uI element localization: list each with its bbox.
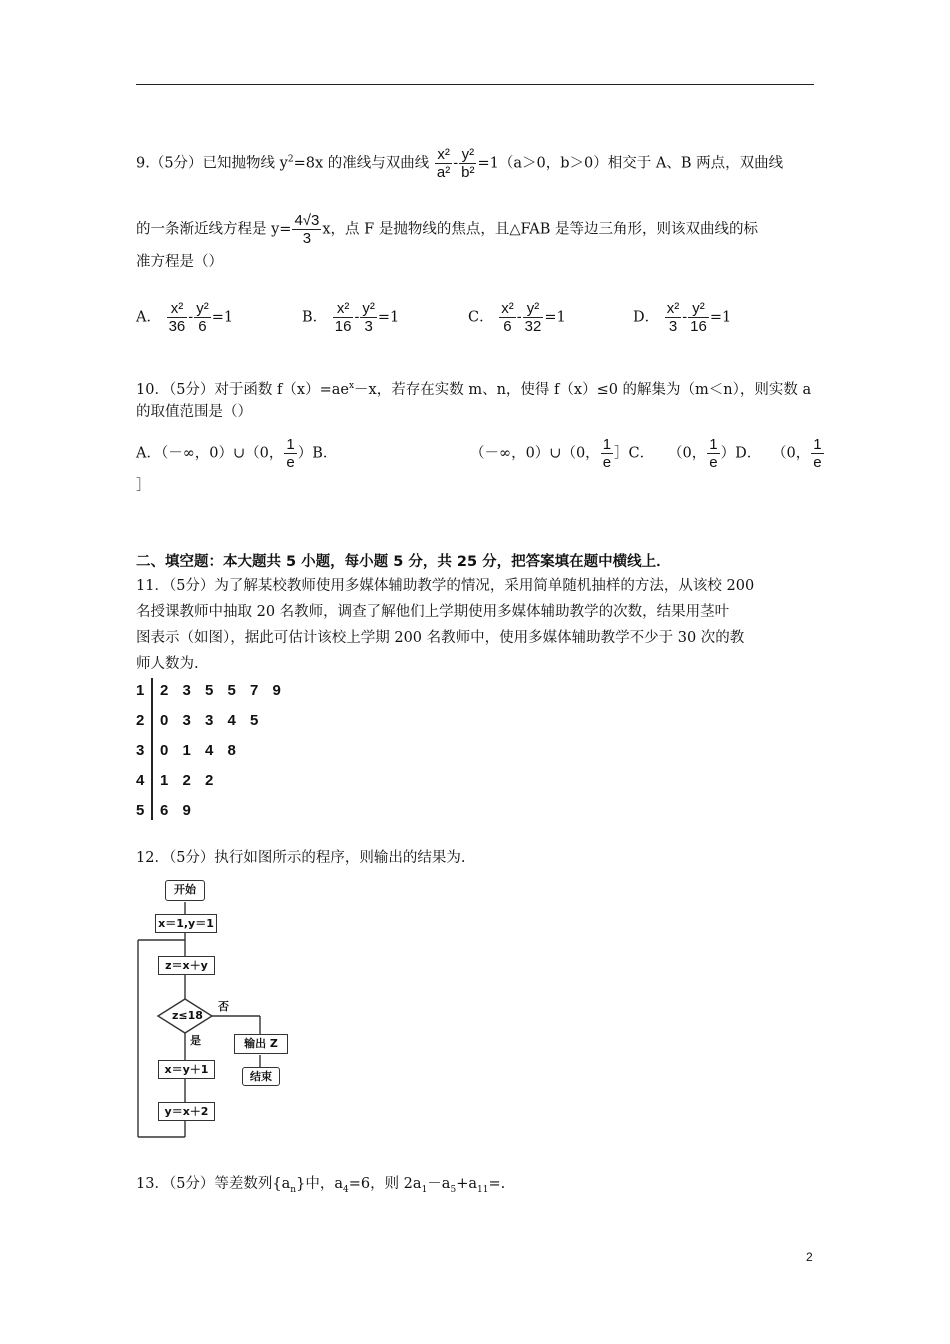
- flow-assign-z: z＝x＋y: [158, 956, 215, 975]
- q9-option-c: C． $\frac{\text{x²}}{6}$ - $\frac{\text{y²}}{32}$ =1: [468, 300, 566, 335]
- flow-no-label: 否: [218, 1000, 229, 1013]
- fraction: $\frac{\text{y²}}{\text{b²}}$: [461, 146, 475, 181]
- fraction: $\frac{\text{x²}}{\text{a²}}$: [436, 146, 451, 181]
- q9-line2: 的一条渐近线方程是 y= $\frac{4√3}{3}$ x，点 F 是抛物线的焦点，且△FAB 是等边三角形，则该双曲线的标: [136, 212, 759, 247]
- q11-line: 图表示（如图），据此可估计该校上学期 200 名教师中，使用多媒体辅助教学不少于 30 次的教: [136, 630, 745, 646]
- stem-row: 2 0 3 3 4 5: [136, 712, 259, 729]
- q10-option-c: （0， $\frac{1}{e}$ ）D．: [668, 436, 762, 471]
- q10-line1: 10．（5分）对于函数 $f(x)=ae^x-x$，若存在实数 m、n，使得 f（x）≤0 的解集为（m＜n），则实数 a: [136, 381, 812, 398]
- flow-output: 输出 Z: [234, 1034, 288, 1054]
- header-rule: [136, 84, 814, 85]
- flow-assign-y: y＝x＋2: [158, 1102, 215, 1121]
- flow-end: 结束: [242, 1067, 280, 1086]
- q12-text: 12．（5分）执行如图所示的程序，则输出的结果为.: [136, 850, 466, 866]
- section-heading: 二、填空题：本大题共 5 小题，每小题 5 分，共 25 分，把答案填在题中横线上．: [136, 554, 671, 570]
- q10-option-a: A．（－∞，0）∪（0， $\frac{1}{e}$ ）B．: [136, 436, 338, 471]
- stem-row: 3 0 1 4 8: [136, 742, 236, 759]
- q10-wrap: ］: [136, 478, 151, 494]
- q9-option-d: D． $\frac{\text{x²}}{3}$ - $\frac{\text{y²}}{16}$ =1: [633, 300, 732, 335]
- q11-line: 11．（5分）为了解某校教师使用多媒体辅助教学的情况，采用简单随机抽样的方法，从该校 200: [136, 578, 755, 594]
- q10-option-b: （－∞，0）∪（0， $\frac{1}{e}$ ］C．: [470, 436, 655, 471]
- flow-assign-x: x＝y＋1: [158, 1060, 215, 1079]
- q13-text: 13．（5分）等差数列$\{a_n\}$中，$a_4=6$，则 $2a_1-a_5+a_{11}=$.: [136, 1176, 506, 1195]
- q9-option-b: B． $\frac{\text{x²}}{16}$ - $\frac{\text{y²}}{3}$ =1: [302, 300, 400, 335]
- flow-yes-label: 是: [190, 1034, 201, 1047]
- stem-leaf-plot: [136, 676, 281, 826]
- stem-row: 1 2 3 5 5 7 9: [136, 682, 281, 699]
- stem-row: 4 1 2 2: [136, 772, 214, 789]
- q11-line: 师人数为.: [136, 656, 199, 672]
- flow-init: x＝1,y＝1: [155, 914, 217, 933]
- stem-divider: [151, 678, 153, 820]
- stem-row: 5 6 9: [136, 802, 191, 819]
- q9-line3: 准方程是（）: [136, 254, 223, 270]
- q10-line2: 的取值范围是（）: [136, 404, 252, 420]
- flow-start: 开始: [165, 880, 205, 901]
- q11-line: 名授课教师中抽取 20 名教师，调查了解他们上学期使用多媒体辅助教学的次数，结果用茎叶: [136, 604, 730, 620]
- flow-condition: z≤18: [172, 1009, 203, 1022]
- page-number: 2: [806, 1250, 813, 1264]
- fraction: $\frac{4√3}{3}$: [294, 212, 320, 247]
- q9-option-a: A． $\frac{\text{x²}}{36}$ - $\frac{\text{y²}}{6}$ =1: [136, 300, 234, 335]
- q9-line1: 9.（5分）已知抛物线 $y^2=8x$ 的准线与双曲线 $\frac{\text{x²}}{\text{a²}}$ - $\frac{\text{y²}}{\text{b²}}$ =1（a＞0，b＞0）相交于 A、B 两点，双曲线: [136, 146, 784, 181]
- q10-option-d: （0， $\frac{1}{e}$: [772, 436, 822, 471]
